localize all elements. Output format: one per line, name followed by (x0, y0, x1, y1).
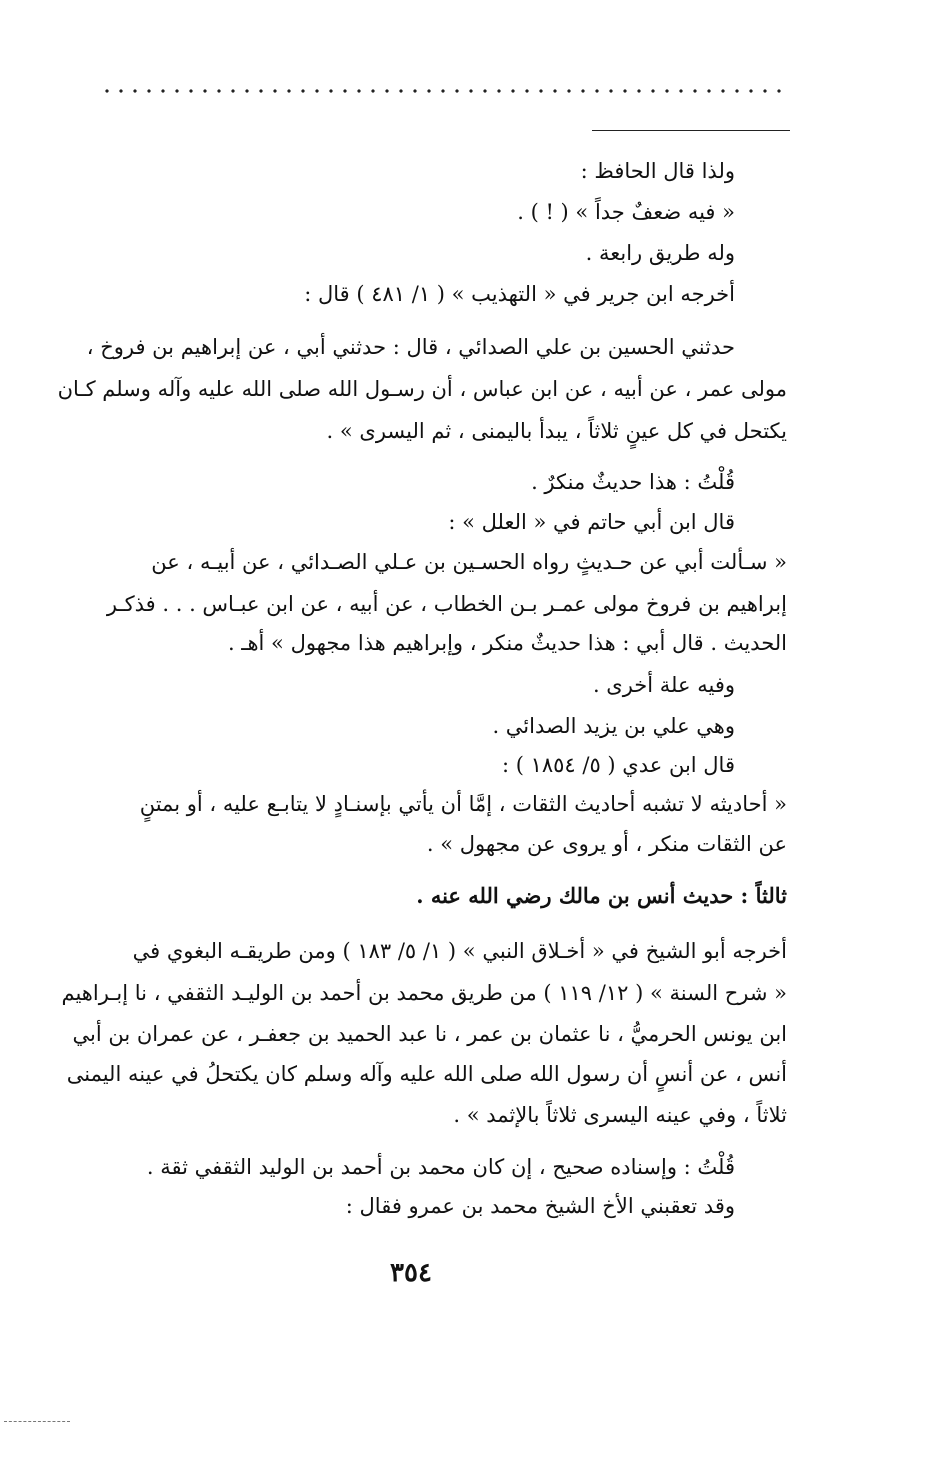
text-line-03: وله طريق رابعة . (585, 241, 735, 265)
text-line-10: « سـألت أبي عن حـديثٍ رواه الحسـين بن عـلي الصـدائي ، عن أبيـه ، عن (151, 550, 787, 574)
text-line-12: الحديث . قال أبي : هذا حديثٌ منكر ، وإبراهيم هذا مجهول » أهـ . (227, 631, 787, 655)
text-line-24: قُلْتُ : وإسناده صحيح ، إن كان محمد بن أحمد بن الوليد الثقفي ثقة . (146, 1155, 735, 1179)
text-line-11: إبراهيم بن فروخ مولى عمـر بـن الخطاب ، عن أبيه ، عن ابن عبـاس . . . فذكـر (106, 592, 787, 616)
text-line-23: ثلاثاً ، وفي عينه اليسرى ثلاثاً بالإثمد » . (453, 1103, 787, 1127)
text-line-21: ابن يونس الحرميُّ ، نا عثمان بن عمر ، نا عبد الحميد بن جعفـر ، عن عمران بن أبي (72, 1022, 787, 1046)
text-line-02: « فيه ضعفٌ جداً » ( ! ) . (517, 200, 735, 224)
page-number: ٣٥٤ (390, 1258, 432, 1288)
text-line-19: أخرجه أبو الشيخ في « أخـلاق النبي » ( ١/ ٥/ ١٨٣ ) ومن طريقـه البغوي في (132, 939, 787, 963)
text-line-16: « أحاديثه لا تشبه أحاديث الثقات ، إمَّا أن يأتي بإسنـادٍ لا يتابـع عليه ، أو بمتنٍ (139, 792, 787, 816)
text-line-20: « شرح السنة » ( ١٢/ ١١٩ ) من طريق محمد بن أحمد بن الوليـد الثقفي ، نا إبـراهيم (61, 981, 787, 1005)
text-line-05: حدثني الحسين بن علي الصدائي ، قال : حدثني أبي ، عن إبراهيم بن فروخ ، (86, 335, 735, 359)
section-heading: ثالثاً : حديث أنس بن مالك رضي الله عنه . (416, 883, 787, 908)
text-line-04: أخرجه ابن جرير في « التهذيب » ( ١/ ٤٨١ ) قال : (304, 282, 735, 306)
text-line-07: يكتحل في كل عينٍ ثلاثاً ، يبدأ باليمنى ، ثم اليسرى » . (326, 419, 787, 443)
text-line-08: قُلْتُ : هذا حديثٌ منكرٌ . (531, 470, 735, 494)
text-line-22: أنس ، عن أنسٍ أن رسول الله صلى الله عليه وآله وسلم كان يكتحلُ في عينه اليمنى (66, 1062, 787, 1086)
text-line-25: وقد تعقبني الأخ الشيخ محمد بن عمرو فقال : (345, 1194, 735, 1218)
header-rule (592, 130, 790, 131)
text-line-09: قال ابن أبي حاتم في « العلل » : (448, 510, 735, 534)
text-line-15: قال ابن عدي ( ٥/ ١٨٥٤ ) : (501, 753, 735, 777)
text-line-01: ولذا قال الحافظ : (580, 159, 735, 183)
text-line-13: وفيه علة أخرى . (592, 673, 735, 697)
top-dotted-separator (100, 88, 790, 94)
text-line-06: مولى عمر ، عن أبيه ، عن ابن عباس ، أن رسـول الله صلى الله عليه وآله وسلم كـان (57, 377, 787, 401)
scan-edge-mark (4, 1421, 70, 1422)
text-line-14: وهي علي بن يزيد الصدائي . (492, 714, 735, 738)
text-line-17: عن الثقات منكر ، أو يروى عن مجهول » . (426, 832, 787, 856)
